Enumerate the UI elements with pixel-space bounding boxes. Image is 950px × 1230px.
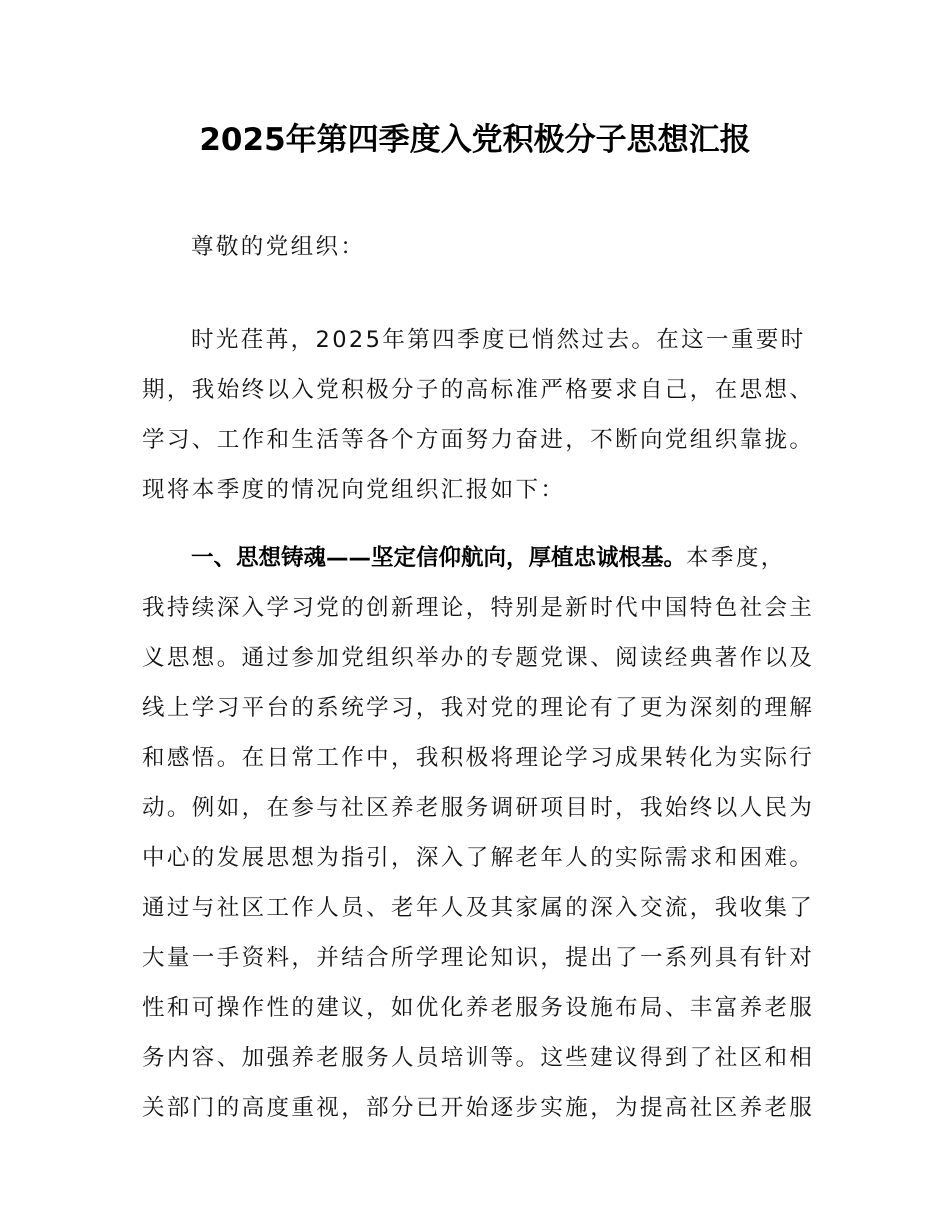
salutation: 尊敬的党组织： (191, 234, 366, 260)
section-1-line: 线上学习平台的系统学习，我对党的理论有了更为深刻的理解 (142, 695, 815, 721)
section-1-first-line (191, 543, 786, 573)
section-1-line: 我持续深入学习党的创新理论，特别是新时代中国特色社会主 (142, 595, 815, 621)
intro-line: 期，我始终以入党积极分子的高标准严格要求自己，在思想、 (142, 377, 815, 403)
section-1-line: 和感悟。在日常工作中，我积极将理论学习成果转化为实际行 (142, 745, 815, 771)
section-1-line: 中心的发展思想为指引，深入了解老年人的实际需求和困难。 (142, 845, 815, 871)
section-1-first-line-rest: 本季度， (686, 545, 786, 571)
section-1-line: 大量一手资料，并结合所学理论知识，提出了一系列具有针对 (142, 945, 815, 971)
intro-line: 时光荏苒，2025年第四季度已悄然过去。在这一重要时 (191, 327, 806, 353)
section-1-heading: 一、思想铸魂——坚定信仰航向，厚植忠诚根基。 (191, 545, 687, 571)
section-1-line: 务内容、加强养老服务人员培训等。这些建议得到了社区和相 (142, 1045, 815, 1071)
section-1-line: 性和可操作性的建议，如优化养老服务设施布局、丰富养老服 (142, 995, 815, 1021)
document-title: 2025年第四季度入党积极分子思想汇报 (199, 122, 751, 158)
intro-line: 现将本季度的情况向党组织汇报如下： (142, 477, 566, 503)
section-1-line: 通过与社区工作人员、老年人及其家属的深入交流，我收集了 (142, 895, 815, 921)
section-1-line: 义思想。通过参加党组织举办的专题党课、阅读经典著作以及 (142, 645, 815, 671)
section-1-line: 关部门的高度重视，部分已开始逐步实施，为提高社区养老服 (142, 1095, 815, 1121)
section-1-line: 动。例如，在参与社区养老服务调研项目时，我始终以人民为 (142, 795, 815, 821)
intro-line: 学习、工作和生活等各个方面努力奋进，不断向党组织靠拢。 (142, 427, 815, 453)
